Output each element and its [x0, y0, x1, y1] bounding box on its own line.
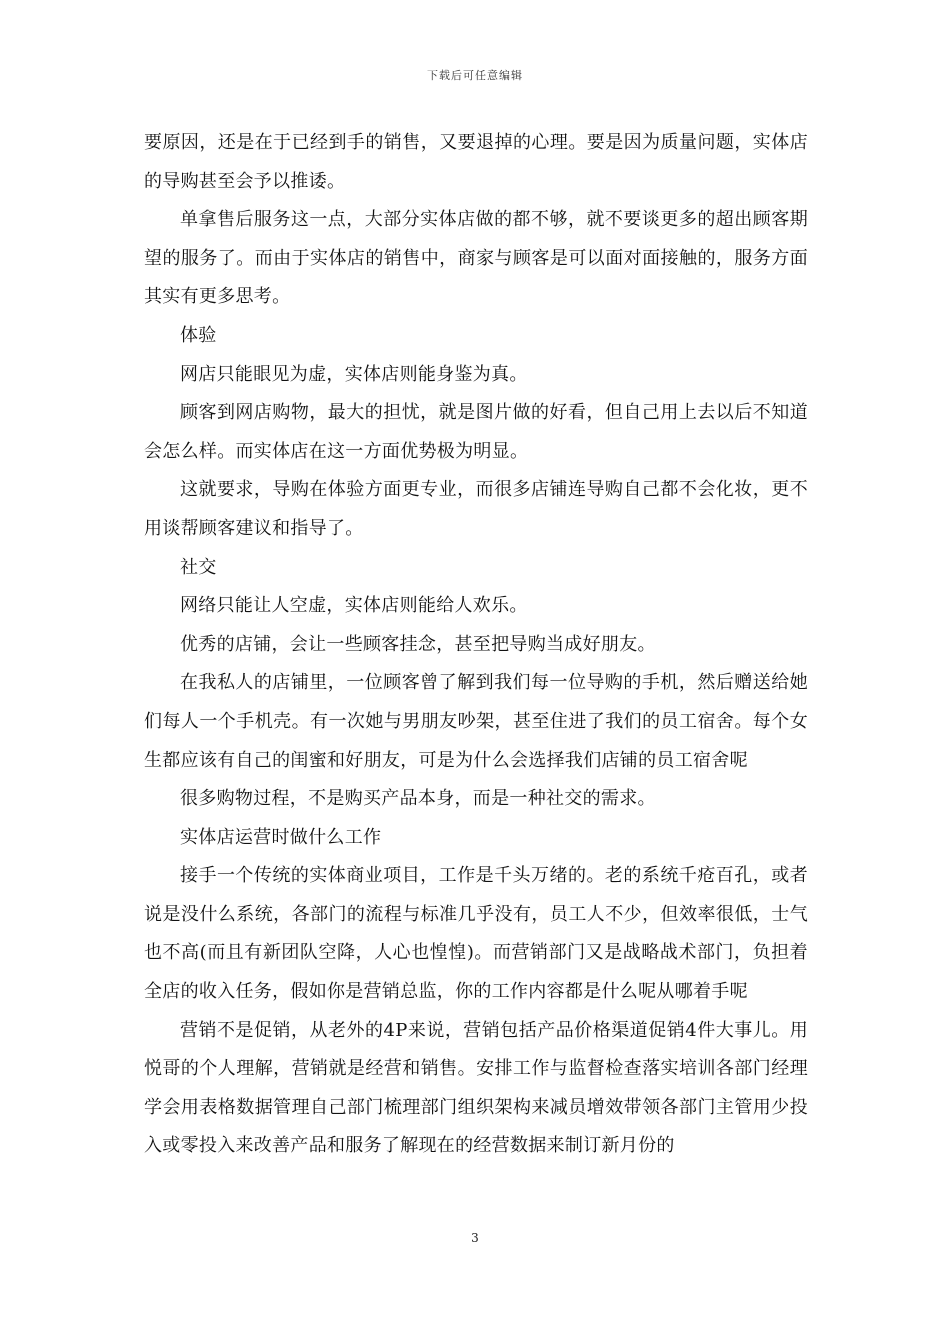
page-header: 下载后可任意编辑	[427, 69, 523, 82]
paragraph: 在我私人的店铺里，一位顾客曾了解到我们每一位导购的手机，然后赠送给她们每人一个手机壳。有一次她与男朋友吵架，甚至住进了我们的员工宿舍。每个女生都应该有自己的闺蜜和好朋友，可是为什么会选择我们店铺的员工宿舍呢	[144, 672, 808, 771]
section-heading-experience: 体验	[180, 324, 217, 346]
document-body	[144, 124, 808, 1166]
paragraph: 顾客到网店购物，最大的担忧，就是图片做的好看，但自己用上去以后不知道会怎么样。而实体店在这一方面优势极为明显。	[144, 402, 808, 462]
paragraph: 优秀的店铺，会让一些顾客挂念，甚至把导购当成好朋友。	[180, 633, 656, 655]
paragraph: 接手一个传统的实体商业项目，工作是千头万绪的。老的系统千疮百孔，或者说是没什么系统，各部门的流程与标准几乎没有，员工人不少，但效率很低，士气也不高(而且有新团队空降，人心也惶惶)。而营销部门又是战略战术部门，负担着全店的收入任务，假如你是营销总监，你的工作内容都是什么呢从哪着手呢	[144, 865, 808, 1003]
paragraph: 营销不是促销，从老外的4P来说，营销包括产品价格渠道促销4件大事儿。用悦哥的个人理解，营销就是经营和销售。安排工作与监督检查落实培训各部门经理学会用表格数据管理自己部门梳理部门组织架构来减员增效带领各部门主管用少投入或零投入来改善产品和服务了解现在的经营数据来制订新月份的	[144, 1019, 808, 1157]
paragraph: 网络只能让人空虚，实体店则能给人欢乐。	[180, 595, 528, 617]
paragraph: 这就要求，导购在体验方面更专业，而很多店铺连导购自己都不会化妆，更不用谈帮顾客建议和指导了。	[144, 479, 808, 539]
section-heading-operations: 实体店运营时做什么工作	[180, 826, 382, 848]
paragraph-continuation: 要原因，还是在于已经到手的销售，又要退掉的心理。要是因为质量问题，实体店的导购甚至会予以推诿。	[144, 132, 808, 192]
section-heading-social: 社交	[180, 556, 217, 578]
page-number: 3	[471, 1231, 479, 1245]
paragraph: 单拿售后服务这一点，大部分实体店做的都不够，就不要谈更多的超出顾客期望的服务了。而由于实体店的销售中，商家与顾客是可以面对面接触的，服务方面其实有更多思考。	[144, 209, 808, 308]
paragraph: 网店只能眼见为虚，实体店则能身鉴为真。	[180, 363, 528, 385]
paragraph: 很多购物过程，不是购买产品本身，而是一种社交的需求。	[180, 788, 656, 810]
